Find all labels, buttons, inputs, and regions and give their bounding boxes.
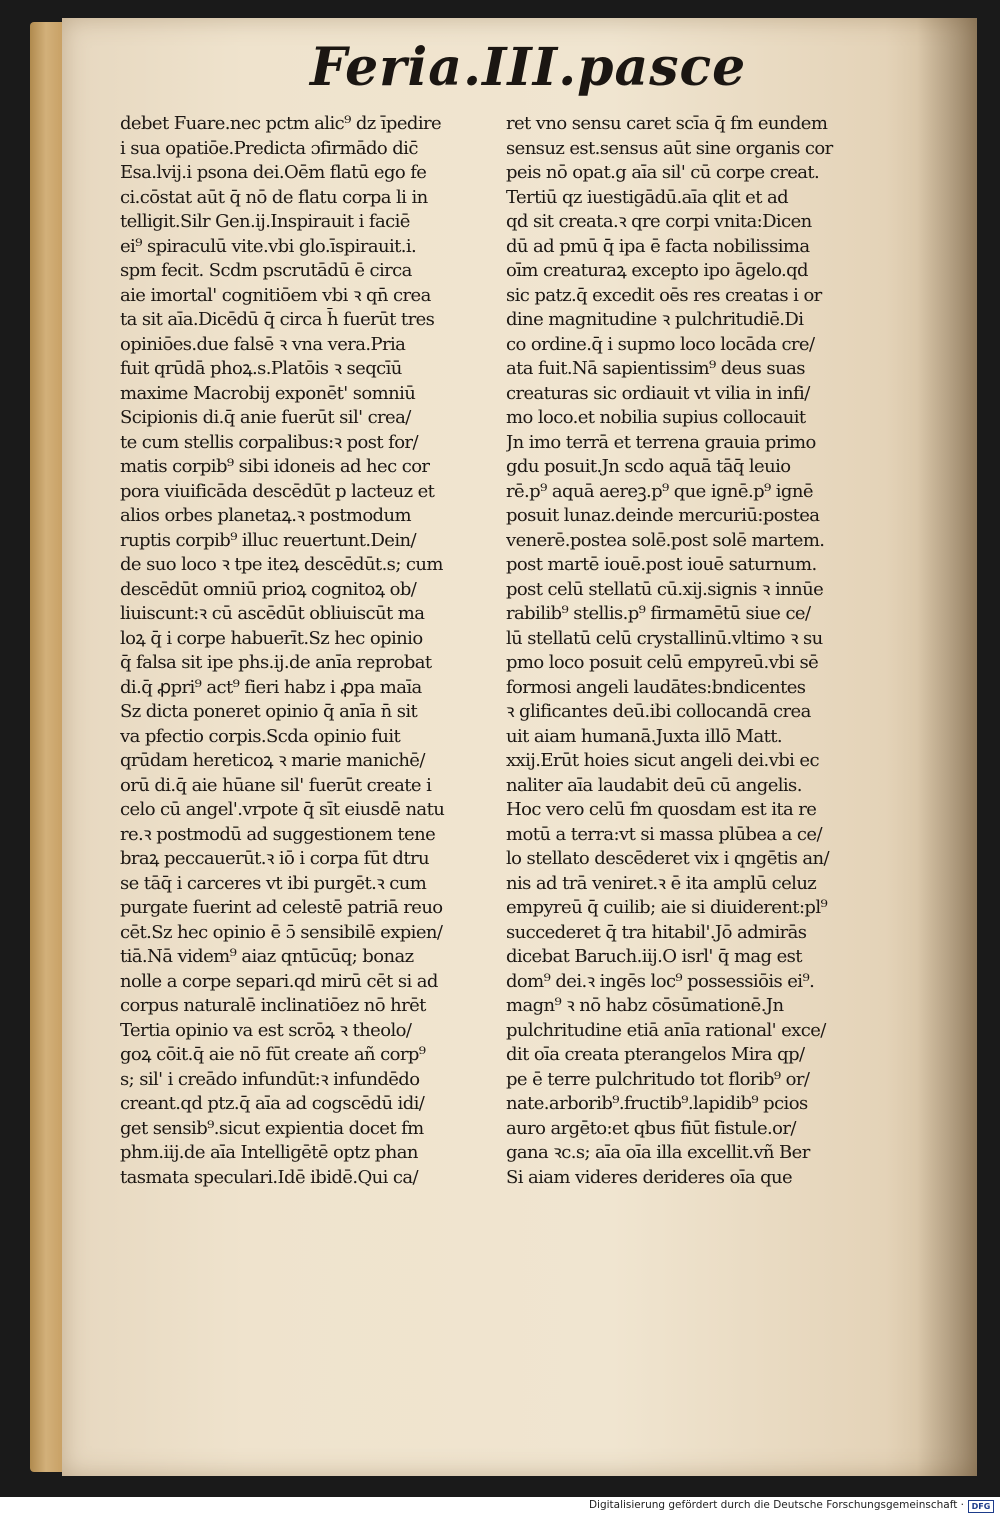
left-column-line: liuiscunt:ꝛ cū ascēdūt obliuiscūt ma [120,603,425,624]
left-column-line: pora viuificāda descēdūt p lacteuz et [120,480,435,502]
dfg-logo: DFG [968,1500,994,1513]
right-column-line: ret vno sensu caret scīa q̄ fm eundem [506,113,828,134]
left-column-line: telligit.Silr Gen.ij.Inspirauit i faciē [120,211,410,232]
right-column-line: posuit lunaz.deinde mercuriū:postea [506,505,820,526]
right-column-line: naliter aīa laudabit deū cū angelis. [506,774,802,796]
left-column-line: ei⁹ spiraculū vite.vbi glo.īspirauit.i. [120,235,417,257]
right-column-line: magn⁹ ꝛ nō habz cōsūmationē.Jn [506,995,784,1016]
left-column-line: creant.qd ptz.q̄ aīa ad cogscēdū idi/ [120,1093,425,1114]
left-column-line: opiniōes.due falsē ꝛ vna vera.Pria [120,333,406,355]
left-column-line: q̄ falsa sit ipe phs.ij.de anīa reprobat [120,652,432,673]
right-column-line: venerē.postea solē.post solē martem. [506,529,825,551]
right-column-line: Si aiam videres derideres oīa que [506,1166,793,1188]
left-column-line: Sz dicta poneret opinio q̄ anīa n̄ sit [120,701,418,722]
left-column-line: debet Fuare.nec pctm alic⁹ dz īpedire [120,113,442,134]
left-column-line: ta sit aīa.Dicēdū q̄ circa h̄ fuerūt tres [120,309,435,330]
right-column-line: Hoc vero celū fm quosdam est ita re [506,799,817,820]
right-column-line: creaturas sic ordiauit vt vilia in infi/ [506,382,810,404]
left-column-line: descēdūt omniū prioꝝ cognitoꝝ ob/ [120,578,417,600]
right-column-line: post martē iouē.post iouē saturnum. [506,554,817,575]
left-column-line: fuit qrūdā phoꝝ.s.Platōis ꝛ seqcīū [120,358,402,379]
right-column-line: lo stellato descēderet vix i qngētis an/ [506,848,829,869]
right-column-line: sensuz est.sensus aūt sine organis cor [506,137,833,159]
left-column-line: re.ꝛ postmodū ad suggestionem tene [120,823,436,845]
right-column-line: succederet q̄ tra hitabil'.Jō admirās [506,921,807,943]
right-column-line: formosi angeli laudātes:bndicentes [506,676,806,698]
left-column-line: corpus naturalē inclinatiōez nō hrēt [120,995,426,1016]
right-column-line: ꝛ glificantes deū.ibi collocandā crea [506,701,811,722]
right-column-line: empyreū q̄ cuilib; aie si diuiderent:pl⁹ [506,897,828,918]
right-column-line: rē.p⁹ aquā aereꝫ.p⁹ que ignē.p⁹ ignē [506,480,813,502]
right-column-line: dine magnitudine ꝛ pulchritudiē.Di [506,309,804,330]
left-column-line: ruptis corpib⁹ illuc reuertunt.Dein/ [120,529,416,551]
right-column-line: mo loco.et nobilia supius collocauit [506,407,806,428]
left-column-line: celo cū angel'.vrpote q̄ sīt eiusdē natu [120,799,445,820]
right-column-line: uit aiam humanā.Juxta illō Matt. [506,725,782,747]
right-column-line: qd sit creata.ꝛ qre corpi vnita:Dicen [506,211,812,232]
left-column-line: se tāq̄ i carceres vt ibi purgēt.ꝛ cum [120,872,427,894]
right-column-line: peis nō opat.g aīa sil' cū corpe creat. [506,162,820,183]
right-column-line: post celū stellatū cū.xij.signis ꝛ innūe [506,578,824,600]
right-column-line: nis ad trā veniret.ꝛ ē ita amplū celuz [506,872,817,894]
left-column-line: loꝝ q̄ i corpe habuerīt.Sz hec opinio [120,627,423,649]
left-column-line: de suo loco ꝛ tpe iteꝝ descēdūt.s; cum [120,554,443,575]
right-column-line: ata fuit.Nā sapientissim⁹ deus suas [506,358,805,379]
right-column-line: nate.arborib⁹.fructib⁹.lapidib⁹ pcios [506,1093,808,1114]
left-column-line: aie imortal' cognitiōem vbi ꝛ qn̄ crea [120,284,431,306]
left-column-line: goꝝ cōit.q̄ aie nō fūt create añ corp⁹ [120,1044,426,1065]
right-column-line: pe ē terre pulchritudo tot florib⁹ or/ [506,1068,810,1090]
left-column-line: purgate fuerint ad celestē patriā reuo [120,897,443,918]
left-column-line: nolle a corpe separi.qd mirū cēt si ad [120,970,438,992]
right-column-line: gana ꝛc.s; aīa oīa illa excellit.vñ Ber [506,1142,810,1163]
right-column-line: oīm creaturaꝝ excepto ipo āgelo.qd [506,260,808,281]
text-column-left [120,112,490,1190]
right-column-line: sic patz.q̄ excedit oēs res creatas i or [506,284,822,306]
left-column-line: tasmata speculari.Idē ibidē.Qui ca/ [120,1166,418,1188]
right-column-line: Jn imo terrā et terrena grauia primo [506,431,816,453]
left-column-line: Tertia opinio va est scrōꝝ ꝛ theolo/ [120,1019,412,1041]
right-column-line: lū stellatū celū crystallinū.vltimo ꝛ su [506,627,823,649]
funding-credit: Digitalisierung gefördert durch die Deutsche Forschungsgemeinschaft · [588,1499,964,1511]
right-column-line: dit oīa creata pterangelos Mira qp/ [506,1044,805,1065]
left-column-line: alios orbes planetaꝝ.ꝛ postmodum [120,505,411,526]
right-column-line: pmo loco posuit celū empyreū.vbi sē [506,652,819,673]
right-column-line: dicebat Baruch.iij.O isrl' q̄ mag est [506,946,802,967]
left-column-line: orū di.q̄ aie hūane sil' fuerūt create i [120,774,432,796]
left-column-line: s; sil' i creādo infundūt:ꝛ infundēdo [120,1068,420,1090]
gutter-shadow [917,18,977,1476]
left-column-line: cēt.Sz hec opinio ē ɔ̄ sensibilē expien/ [120,921,443,943]
right-column-line: motū a terra:vt si massa plūbea a ce/ [506,823,822,845]
footer-bar [0,1497,1000,1517]
left-column-line: maxime Macrobij exponēt' somniū [120,382,416,404]
left-column-line: spm fecit. Scdm pscrutādū ē circa [120,260,412,281]
right-column-line: dū ad pmū q̄ ipa ē facta nobilissima [506,235,810,257]
left-column-line: va pfectio corpis.Scda opinio fuit [120,725,401,747]
right-column-line: xxij.Erūt hoies sicut angeli dei.vbi ec [506,750,819,771]
right-column-line: pulchritudine etiā anīa rational' exce/ [506,1019,826,1041]
left-column-line: braꝝ peccauerūt.ꝛ iō i corpa fūt dtru [120,848,429,869]
left-column-line: matis corpib⁹ sibi idoneis ad hec cor [120,456,430,477]
left-column-line: qrūdam hereticoꝝ ꝛ marie manichē/ [120,750,425,771]
right-column-line: Tertiū qz iuestigādū.aīa qlit et ad [506,186,789,208]
left-column-line: i sua opatiōe.Predicta ɔfirmādo dic̄ [120,137,418,159]
running-head: Feria.III.pasce [310,37,747,98]
right-column-line: gdu posuit.Jn scdo aquā tāq̄ leuio [506,456,791,477]
left-column-line: get sensib⁹.sicut expientia docet fm [120,1117,424,1139]
left-column-line: di.q̄ ꝓpri⁹ act⁹ fieri habz i ꝓpa maīa [120,676,422,698]
left-column-line: ci.cōstat aūt q̄ nō de flatu corpa li in [120,186,428,208]
right-column-line: dom⁹ dei.ꝛ ingēs loc⁹ possessiōis ei⁹. [506,970,815,992]
left-column-line: phm.iij.de aīa Intelligētē optz phan [120,1142,418,1163]
right-column-line: rabilib⁹ stellis.p⁹ firmamētū siue ce/ [506,603,811,624]
left-column-line: Scipionis di.q̄ anie fuerūt sil' crea/ [120,407,411,428]
text-column-right [506,112,876,1190]
left-column-line: te cum stellis corpalibus:ꝛ post for/ [120,431,418,453]
left-column-line: tiā.Nā videm⁹ aiaz qntūcūq; bonaz [120,946,414,967]
right-column-line: co ordine.q̄ i supmo loco locāda cre/ [506,333,815,355]
right-column-line: auro argēto:et qbus fiūt fistule.or/ [506,1117,796,1139]
left-column-line: Esa.lvij.i psona dei.Oēm flatū ego fe [120,162,427,183]
